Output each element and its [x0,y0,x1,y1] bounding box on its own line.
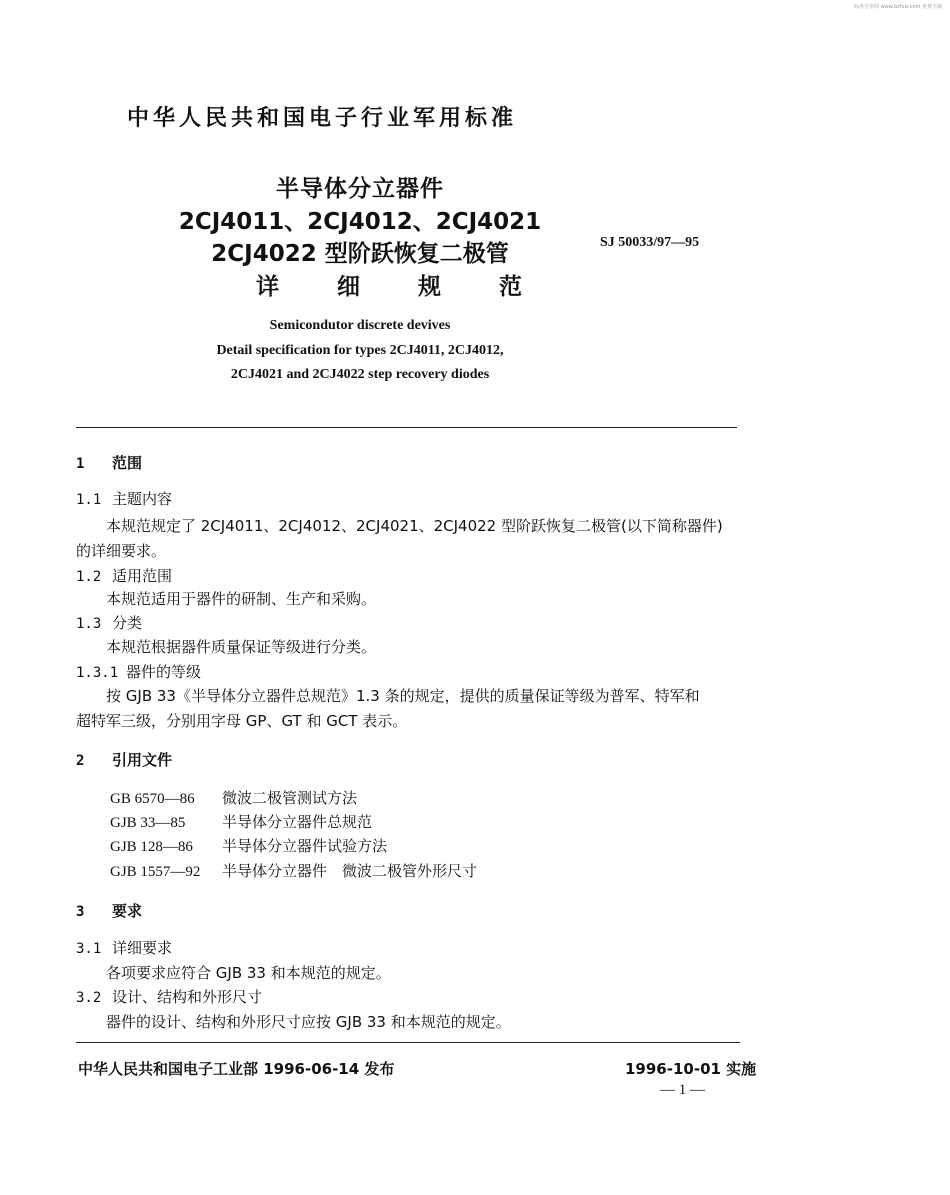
section-title: 设计、结构和外形尺寸 [112,988,263,1006]
cn-title-line-4: 详细规范 [256,274,580,300]
section-title: 主题内容 [112,490,173,508]
section-1-heading [76,452,142,473]
reference-code: GB 6570—86 [110,791,195,807]
section-title: 器件的等级 [126,663,202,681]
section-number: 1.1 [76,492,102,508]
section-title: 要求 [112,902,143,920]
en-title-line-1: Semicondutor discrete devives [269,318,451,333]
en-title-line-3: 2CJ4021 and 2CJ4022 step recovery diodes [230,367,490,382]
section-1-2-heading [76,565,172,586]
reference-code: GJB 1557—92 [110,864,201,880]
section-1-2-text: 本规范适用于器件的研制、生产和采购。 [106,590,377,608]
section-1-1-text-2: 的详细要求。 [76,542,167,560]
section-1-3-1-heading [76,661,201,682]
bottom-divider [76,1042,740,1043]
section-number: 1.3 [76,616,102,632]
section-3-1-text: 各项要求应符合 GJB 33 和本规范的规定。 [106,964,391,982]
section-2-heading [76,749,172,770]
reference-title: 半导体分立器件总规范 [222,813,373,831]
section-number: 1.3.1 [76,665,119,681]
footer-issuer: 中华人民共和国电子工业部 1996-06-14 发布 [78,1060,395,1078]
standard-number: SJ 50033/97—95 [600,235,700,250]
reference-item [110,787,357,808]
top-divider [76,427,737,428]
section-3-2-heading [76,986,262,1007]
section-number: 1 [76,456,85,472]
reference-item [110,835,387,856]
standard-category: 中华人民共和国电子行业军用标准 [127,106,518,131]
reference-title: 半导体分立器件试验方法 [222,837,388,855]
cn-title-line-3: 2CJ4022 型阶跃恢复二极管 [211,241,509,267]
section-1-1-text-1: 本规范规定了 2CJ4011、2CJ4012、2CJ4021、2CJ4022 型阶跃恢复二极管(以下简称器件) [106,517,723,535]
section-3-heading [76,900,142,921]
section-number: 3.1 [76,941,102,957]
watermark: 标准分享网 www.bzfxw.com 免费下载 [854,4,942,10]
section-1-3-1-text-1: 按 GJB 33《半导体分立器件总规范》1.3 条的规定，提供的质量保证等级为普军、特军和 [106,687,700,705]
cn-title-line-1: 半导体分立器件 [276,176,444,202]
section-title: 分类 [112,614,143,632]
section-3-2-text: 器件的设计、结构和外形尺寸应按 GJB 33 和本规范的规定。 [106,1013,511,1031]
section-number: 2 [76,753,85,769]
section-number: 1.2 [76,569,102,585]
section-1-3-1-text-2: 超特军三级，分别用字母 GP、GT 和 GCT 表示。 [76,712,408,730]
reference-title: 半导体分立器件 微波二极管外形尺寸 [222,862,478,880]
section-number: 3 [76,904,85,920]
page-number: — 1 — [660,1082,705,1098]
reference-item [110,860,477,881]
section-title: 详细要求 [112,939,173,957]
section-title: 适用范围 [112,567,173,585]
section-1-3-heading [76,612,142,633]
section-3-1-heading [76,937,172,958]
section-title: 引用文件 [112,751,173,769]
footer-effective-date: 1996-10-01 实施 [625,1060,757,1078]
reference-code: GJB 33—85 [110,815,186,831]
cn-title-line-2: 2CJ4011、2CJ4012、2CJ4021 [178,209,542,235]
section-1-1-heading [76,488,172,509]
section-1-3-text: 本规范根据器件质量保证等级进行分类。 [106,638,377,656]
section-number: 3.2 [76,990,102,1006]
section-title: 范围 [112,454,143,472]
reference-code: GJB 128—86 [110,839,193,855]
en-title-line-2: Detail specification for types 2CJ4011, 2CJ4012, [216,343,504,358]
reference-title: 微波二极管测试方法 [222,789,358,807]
reference-item [110,811,372,832]
